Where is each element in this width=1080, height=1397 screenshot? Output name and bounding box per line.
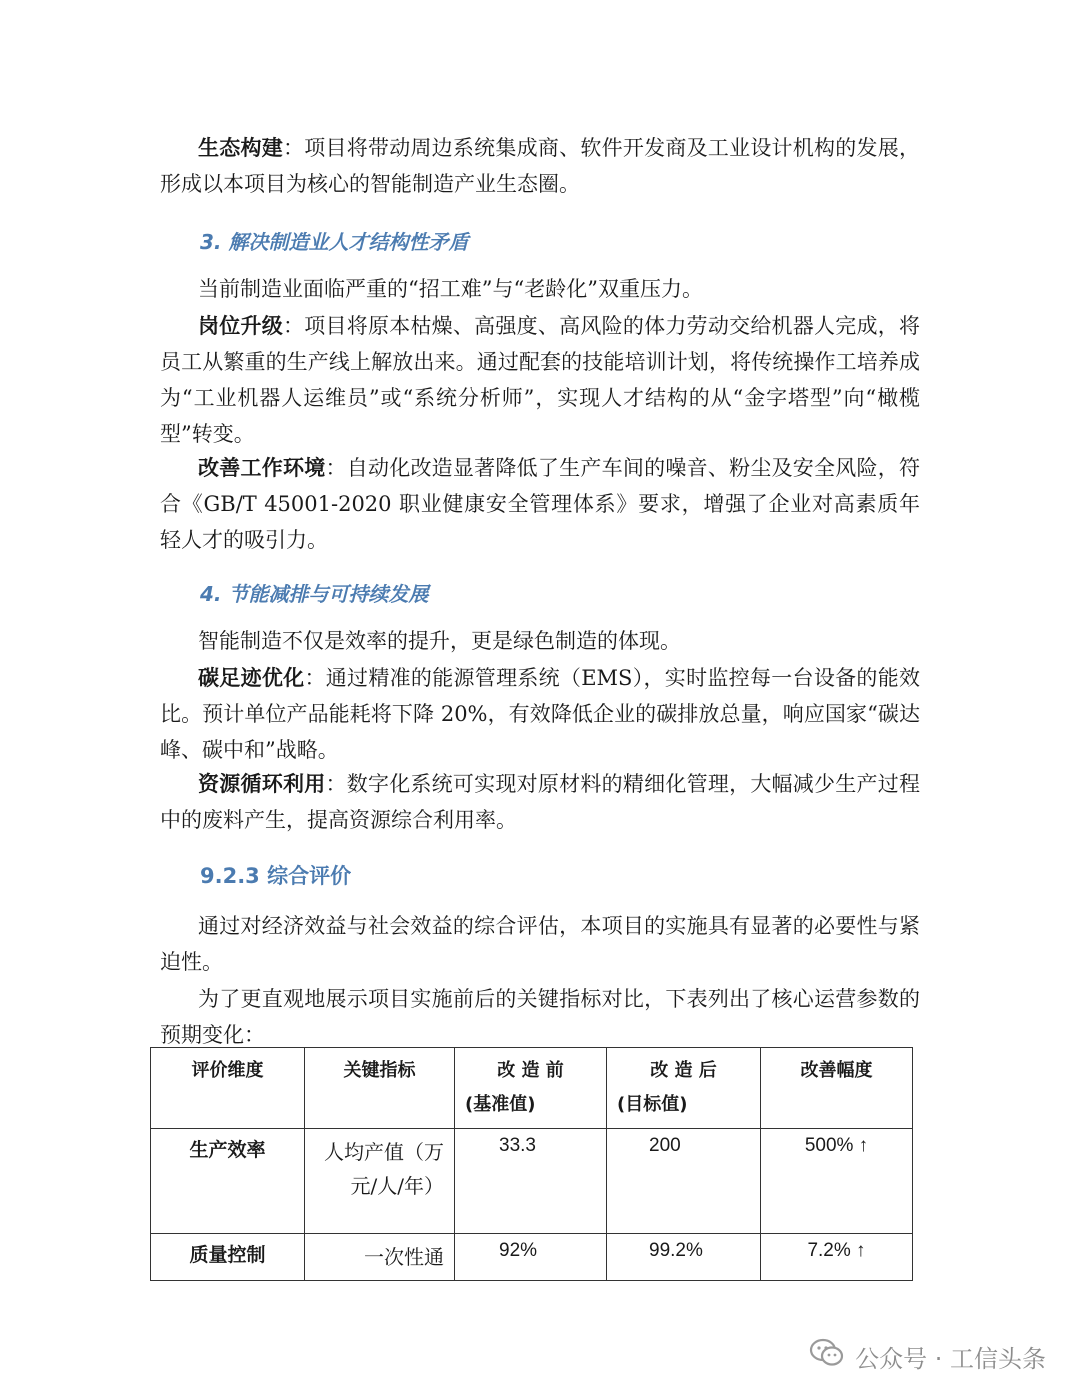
paragraph-pressure: 当前制造业面临严重的“招工难”与“老龄化”双重压力。 xyxy=(198,277,703,301)
wechat-icon xyxy=(809,1338,845,1374)
cell-indicator: 一次性通 xyxy=(305,1234,455,1281)
header-after-sub: (目标值) xyxy=(617,1094,688,1115)
paragraph-carbon xyxy=(160,660,920,768)
paragraph-evaluation: 通过对经济效益与社会效益的综合评估，本项目的实施具有显著的必要性与紧迫性。 xyxy=(160,914,920,974)
term-ecosystem: 生态构建 xyxy=(198,136,283,160)
header-dimension: 评价维度 xyxy=(151,1048,305,1129)
cell-dimension: 质量控制 xyxy=(151,1234,305,1281)
cell-after: 200 xyxy=(607,1129,761,1234)
header-indicator: 关键指标 xyxy=(305,1048,455,1129)
cell-dimension: 生产效率 xyxy=(151,1129,305,1234)
paragraph-green: 智能制造不仅是效率的提升，更是绿色制造的体现。 xyxy=(198,629,681,653)
paragraph-text: ：通过精准的能源管理系统（EMS），实时监控每一台设备的能效比。预计单位产品能耗将下降 20%，有效降低企业的碳排放总量，响应国家“碳达峰、碳中和”战略。 xyxy=(160,666,920,762)
paragraph-text: ：自动化改造显著降低了生产车间的噪音、粉尘及安全风险，符合《GB/T 45001-2020 职业健康安全管理体系》要求，增强了企业对高素质年轻人才的吸引力。 xyxy=(160,456,921,552)
section-heading: 9.2.3 综合评价 xyxy=(200,864,352,888)
subheading-talent: 3. 解决制造业人才结构性矛盾 xyxy=(200,230,469,254)
paragraph-environment xyxy=(160,450,920,558)
watermark xyxy=(809,1338,1046,1374)
header-before-sub: (基准值) xyxy=(465,1094,536,1115)
header-after xyxy=(607,1048,761,1129)
paragraph-text: ：项目将原本枯燥、高强度、高风险的体力劳动交给机器人完成，将员工从繁重的生产线上解放出来。通过配套的技能培训计划，将传统操作工培养成为“工业机器人运维员”或“系统分析师”，实现人才结构的从“金字塔型”向“橄榄型”转变。 xyxy=(160,314,921,446)
paragraph-ecosystem xyxy=(160,130,920,202)
subheading-energy: 4. 节能减排与可持续发展 xyxy=(200,582,429,606)
paragraph-recycling xyxy=(160,766,920,838)
table-row xyxy=(151,1234,913,1281)
paragraph-table-intro: 为了更直观地展示项目实施前后的关键指标对比，下表列出了核心运营参数的预期变化： xyxy=(160,987,920,1047)
metrics-table xyxy=(150,1047,913,1281)
table-row xyxy=(151,1129,913,1234)
watermark-text: 公众号 · 工信头条 xyxy=(855,1344,1046,1373)
cell-improvement: 7.2% ↑ xyxy=(761,1234,913,1281)
cell-after: 99.2% xyxy=(607,1234,761,1281)
header-before xyxy=(455,1048,607,1129)
paragraph-job-upgrade xyxy=(160,308,920,452)
header-after-label: 改 造 后 xyxy=(650,1060,717,1081)
header-improvement: 改善幅度 xyxy=(761,1048,913,1129)
cell-improvement: 500% ↑ xyxy=(761,1129,913,1234)
term-environment: 改善工作环境 xyxy=(198,456,326,480)
term-carbon: 碳足迹优化 xyxy=(198,666,305,690)
table-header-row xyxy=(151,1048,913,1129)
cell-indicator: 人均产值（万元/人/年） xyxy=(305,1129,455,1234)
cell-before: 92% xyxy=(455,1234,607,1281)
paragraph-text: ：项目将带动周边系统集成商、软件开发商及工业设计机构的发展，形成以本项目为核心的智能制造产业生态圈。 xyxy=(160,136,921,196)
header-before-label: 改 造 前 xyxy=(497,1060,564,1081)
term-job-upgrade: 岗位升级 xyxy=(198,314,283,338)
paragraph-text: ：数字化系统可实现对原材料的精细化管理，大幅减少生产过程中的废料产生，提高资源综合利用率。 xyxy=(160,772,921,832)
term-recycling: 资源循环利用 xyxy=(198,772,326,796)
cell-before: 33.3 xyxy=(455,1129,607,1234)
